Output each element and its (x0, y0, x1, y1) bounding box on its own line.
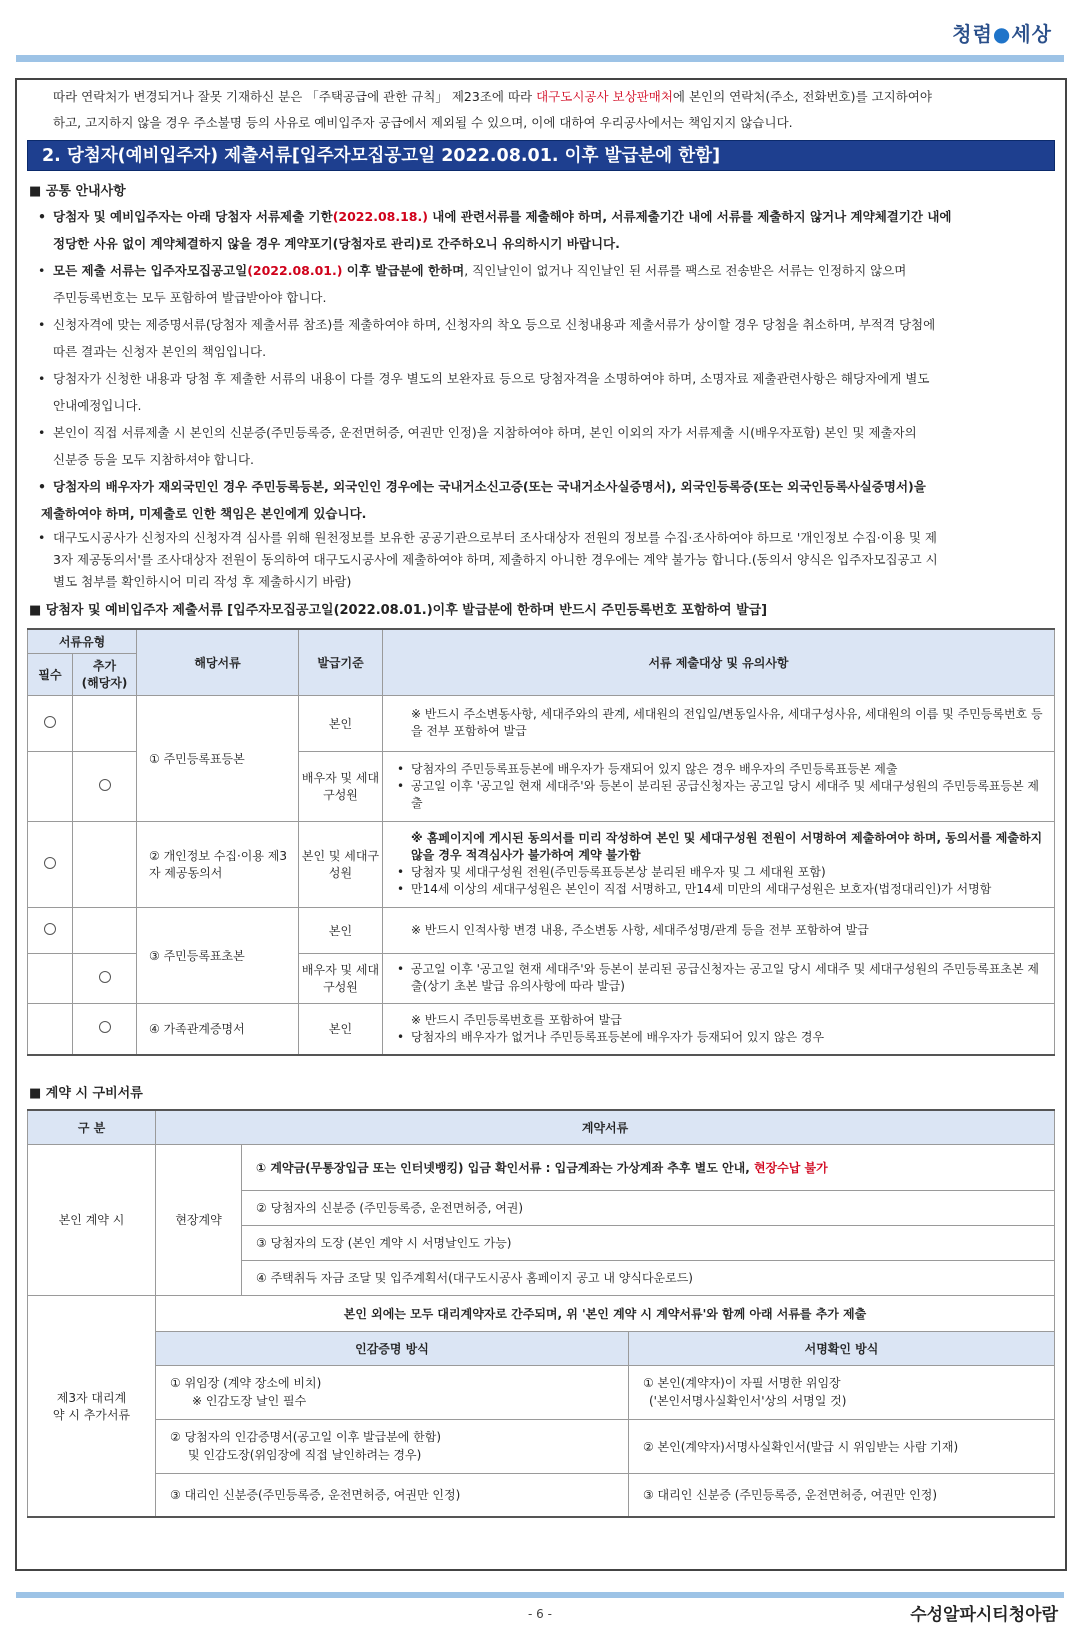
header-basis: 발급기준 (299, 629, 383, 695)
header-seal-method: 인감증명 방식 (156, 1331, 629, 1365)
table-row: ② 개인정보 수집·이용 제3자 제공동의서 본인 및 세대구성원 ※ 홈페이지에 게시된 동의서를 미리 작성하여 본인 및 세대구성원 전원이 서명하여 제출하여야 하며, 동의서를 제출하지 않을 경우 적격심사가 불가하여 계약 불가함 • 당첨자 및 세대구성원 전원(주민등록표등본상 분리된 배우자 및 그 세대원 포함) • 만14세 이상의 세대구성원은 본인이 직접 서명하고, 만14세 미만의 세대구성원은 보호자(법정대리인)가 서명함 (28, 821, 1055, 907)
onsite-label: 현장계약 (156, 1144, 242, 1295)
notice-bullet: • 신청자격에 맞는 제증명서류(당첨자 제출서류 참조)를 제출하여야 하며, 신청자의 착오 등으로 신청내용과 제출서류가 상이할 경우 당첨을 취소하며, 부적격 당첨에 (38, 317, 936, 332)
header-category: 구 분 (28, 1110, 156, 1144)
header-contract-docs: 계약서류 (156, 1110, 1055, 1144)
section-title: 2. 당첨자(예비입주자) 제출서류[입주자모집공고일 2022.08.01. 이후 발급분에 한함] (27, 140, 1055, 171)
circle-mark (99, 779, 111, 791)
table-row: 배우자 및 세대구성원 • 공고일 이후 '공고일 현재 세대주'와 등본이 분리된 공급신청자는 공고일 당시 세대주 및 세대구성원의 주민등록표초본 제출(상기 초본 발급 유의사항에 따라 발급) (28, 953, 1055, 1003)
table-row: ③ 대리인 신분증(주민등록증, 운전면허증, 여권만 인정) ③ 대리인 신분증 (주민등록증, 운전면허증, 여권만 인정) (28, 1473, 1055, 1517)
table-row: 배우자 및 세대구성원 • 당첨자의 주민등록표등본에 배우자가 등재되어 있지 않은 경우 배우자의 주민등록표등본 제출 • 공고일 이후 '공고일 현재 세대주'와 등본이 분리된 공급신청자는 공고일 당시 세대주 및 세대구성원의 주민등록표등본 제출 (28, 751, 1055, 821)
notice-bullet: • 대구도시공사가 신청자의 신청자격 심사를 위해 원천정보를 보유한 공공기관으로부터 조사대상자 전원의 정보를 수집·조사하여야 하므로 '개인정보 수집·이용 및 제 (38, 530, 937, 545)
logo-globe-icon: ● (992, 22, 1012, 46)
header-required: 필수 (28, 653, 73, 695)
header-doc: 해당서류 (137, 629, 299, 695)
notice-bullet: • 당첨자의 배우자가 재외국민인 경우 주민등록등본, 외국인인 경우에는 국내거소신고증(또는 국내거소사실증명서), 외국인등록증(또는 외국인등록사실증명서)을 (38, 479, 926, 494)
docs-heading: ■ 당첨자 및 예비입주자 제출서류 [입주자모집공고일(2022.08.01.)이후 발급분에 한하며 반드시 주민등록번호 포함하여 발급] (29, 603, 768, 618)
top-rule (16, 55, 1064, 62)
integrity-logo (952, 18, 1052, 47)
notice-bullet: • 당첨자 및 예비입주자는 아래 당첨자 서류제출 기한(2022.08.18.) 내에 관련서류를 제출해야 하며, 서류제출기간 내에 서류를 제출하지 않거나 계약체결기간 내에 (38, 209, 952, 224)
logo-text-b: 세상 (1011, 22, 1052, 46)
notice-bullet: • 본인이 직접 서류제출 시 본인의 신분증(주민등록증, 운전면허증, 여권만 인정)을 지참하여야 하며, 본인 이외의 자가 서류제출 시(배우자포함) 본인 및 제출자의 (38, 425, 917, 440)
header-doc-type: 서류유형 (28, 629, 137, 653)
circle-mark (44, 923, 56, 935)
self-contract-label: 본인 계약 시 (28, 1144, 156, 1295)
circle-mark (99, 971, 111, 983)
circle-mark (44, 857, 56, 869)
bottom-rule (16, 1592, 1064, 1598)
table-row: ② 당첨자의 인감증명서(공고일 이후 발급분에 한함) 및 인감도장(위임장에 직접 날인하려는 경우) ② 본인(계약자)서명사실확인서(발급 시 위임받는 사람 기재) (28, 1419, 1055, 1473)
table-row: ④ 주택취득 자금 조달 및 입주계획서(대구도시공사 홈페이지 공고 내 양식다운로드) (28, 1260, 1055, 1295)
table-row: ③ 당첨자의 도장 (본인 계약 시 서명날인도 가능) (28, 1225, 1055, 1260)
table-row: ② 당첨자의 신분증 (주민등록증, 운전면허증, 여권) (28, 1190, 1055, 1225)
doc-name: ③ 주민등록표초본 (137, 907, 299, 1003)
common-notice-heading: ■ 공통 안내사항 (29, 184, 126, 199)
table-row: ④ 가족관계증명서 본인 ※ 반드시 주민등록번호를 포함하여 발급 • 당첨자의 배우자가 없거나 주민등록표등본에 배우자가 등재되어 있지 않은 경우 (28, 1003, 1055, 1055)
doc-name: ② 개인정보 수집·이용 제3자 제공동의서 (137, 821, 299, 907)
doc-name: ④ 가족관계증명서 (137, 1003, 299, 1055)
contract-docs-table (27, 1109, 1055, 1518)
page-frame: 따라 연락처가 변경되거나 잘못 기재하신 분은 「주택공급에 관한 규칙」 제23조에 따라 대구도시공사 보상판매처에 본인의 연락처(주소, 전화번호)를 고지하여야 하고, 고지하지 않을 경우 주소불명 등의 사유로 예비입주자 공급에서 제외될 수 있으며, 이에 대하여 우리공사에서는 책임지지 않습니다. 2. 당첨자(예비입주자) 제출서류[입주자모집공고일 2022.08.01. 이후 발급분에 한함] ■ 공통 안내사항 • 당첨자 및 예비입주자는 아래 당첨자 서류제출 기한(2022.08.18.) 내에 관련서류를 제출해야 하며, 서류제출기간 내에 서류를 제출하지 않거나 계약체결기간 내에 정당한 사유 없이 계약체결하지 않을 경우 계약포기(당첨자로 관리)로 간주하오니 유의하시기 바랍니다. • 모든 제출 서류는 입주자모집공고일(2022.08.01.) 이후 발급분에 한하며, 직인날인이 없거나 직인날인 된 서류를 팩스로 전송받은 서류는 인정하지 않으며 주민등록번호는 모두 포함하여 발급받아야 합니다. • 신청자격에 맞는 제증명서류(당첨자 제출서류 참조)를 제출하여야 하며, 신청자의 착오 등으로 신청내용과 제출서류가 상이할 경우 당첨을 취소하며, 부적격 당첨에 따른 결과는 신청자 본인의 책임입니다. • 당첨자가 신청한 내용과 당첨 후 제출한 서류의 내용이 다를 경우 별도의 보완자료 등으로 당첨자격을 소명하여야 하며, 소명자료 제출관련사항은 해당자에게 별도 안내예정입니다. • 본인이 직접 서류제출 시 본인의 신분증(주민등록증, 운전면허증, 여권만 인정)을 지참하여야 하며, 본인 이외의 자가 서류제출 시(배우자포함) 본인 및 제출자의 신분증 등을 모두 지참하셔야 합니다. • 당첨자의 배우자가 재외국민인 경우 주민등록등본, 외국인인 경우에는 국내거소신고증(또는 국내거소사실증명서), 외국인등록증(또는 외국인등록사실증명서)을 제출하여야 하며, 미제출로 인한 책임은 본인에게 있습니다. • 대구도시공사가 신청자의 신청자격 심사를 위해 원천정보를 보유한 공공기관으로부터 조사대상자 전원의 정보를 수집·조사하여야 하므로 '개인정보 수집·이용 및 제 3자 제공동의서'를 조사대상자 전원이 동의하여 대구도시공사에 제출하여야 하며, 제출하지 아니한 경우에는 계약 불가능 합니다.(동의서 양식은 입주자모집공고 시 별도 첨부를 확인하시어 미리 작성 후 제출하시기 바람) ■ 당첨자 및 예비입주자 제출서류 [입주자모집공고일(2022.08.01.)이후 발급분에 한하며 반드시 주민등록번호 포함하여 발급] 서류유형 해당서류 발급기준 서류 제출대상 및 유의사항 필수 추가 (해당자) ① 주민등록표등본 본인 ※ 반드시 주소변동사항, 세대주와의 관계, 세대원의 전입일/변동일사유, 세대구성사유, 세대원의 이름 및 주민등록번호 등을 전부 포함하여 발급 배우자 및 세대구성원 • 당첨자의 주민등록표등본에 배우자가 등재되어 있지 않은 경우 배우자의 주민등록표등본 제출 • 공고일 이후 '공고일 현재 세대주'와 등본이 분리된 공급신청자는 공고일 당시 세대주 및 세대구성원의 주민등록표등본 제출 ② 개인정보 수집·이용 제3자 제공동의서 본인 및 세대구성원 ※ 홈페이지에 게시된 동의서를 미리 작성하여 본인 및 세대구성원 전원이 서명하여 제출하여야 하며, 동의서를 제출하지 않을 경우 적격심사가 불가하여 계약 불가함 • 당첨자 및 세대구성원 전원(주민등록표등본상 분리된 배우자 및 그 세대원 포함) • 만14세 이상의 세대구성원은 본인이 직접 서명하고, 만14세 미만의 세대구성원은 보호자(법정대리인)가 서명함 ③ 주민등록표초본 본인 ※ 반드시 인적사항 변경 내용, 주소변동 사항, 세대주성명/관계 등을 전부 포함하여 발급 배우자 및 세대구성원 • 공고일 이후 '공고일 현재 세대주'와 등본이 분리된 공급신청자는 공고일 당시 세대주 및 세대구성원의 주민등록표초본 제출(상기 초본 발급 유의사항에 따라 발급) ④ 가족관계증명서 본인 ※ 반드시 주민등록번호를 포함하여 발급 • 당첨자의 배우자가 없거나 주민등록표등본에 배우자가 등재되어 있지 않은 경우 ■ 계약 시 구비서류 구 분 계약서류 본인 계약 시 현장계약 ① 계약금(무통장입금 또는 인터넷뱅킹) 입금 확인서류 : 입금계좌는 가상계좌 추후 별도 안내, 현장수납 불가 ② 당첨자의 신분증 (주민등록증, 운전면허증, 여권) ③ 당첨자의 도장 (본인 계약 시 서명날인도 가능) ④ 주택취득 자금 조달 및 입주계획서(대구도시공사 홈페이지 공고 내 양식다운로드) 제3자 대리계약 시 추가서류 본인 외에는 모두 대리계약자로 간주되며, 위 '본인 계약 시 계약서류'와 함께 아래 서류를 추가 제출 인감증명 방식 서명확인 방식 ① 위임장 (계약 장소에 비치) ※ 인감도장 날인 필수 ① 본인(계약자)이 자필 서명한 위임장 ('본인서명사실확인서'상의 서명일 것) ② 당첨자의 인감증명서(공고일 이후 발급분에 한함) 및 인감도장(위임장에 직접 날인하려는 경우) ② 본인(계약자)서명사실확인서(발급 시 위임받는 사람 기재) ③ 대리인 신분증(주민등록증, 운전면허증, 여권만 인정) ③ 대리인 신분증 (주민등록증, 운전면허증, 여권만 인정) (15, 78, 1067, 1571)
circle-mark (99, 1021, 111, 1033)
header-sign-method: 서명확인 방식 (628, 1331, 1054, 1365)
header-additional: 추가 (해당자) (73, 653, 137, 695)
page-number: - 6 - (528, 1607, 552, 1621)
table-row: ① 위임장 (계약 장소에 비치) ※ 인감도장 날인 필수 ① 본인(계약자)이 자필 서명한 위임장 ('본인서명사실확인서'상의 서명일 것) (28, 1365, 1055, 1419)
header-notes: 서류 제출대상 및 유의사항 (383, 629, 1055, 695)
footer-brand: 수성알파시티청아람 (910, 1605, 1058, 1625)
table-row: 본인 계약 시 현장계약 ① 계약금(무통장입금 또는 인터넷뱅킹) 입금 확인서류 : 입금계좌는 가상계좌 추후 별도 안내, 현장수납 불가 (28, 1144, 1055, 1190)
notice-bullet: • 당첨자가 신청한 내용과 당첨 후 제출한 서류의 내용이 다를 경우 별도의 보완자료 등으로 당첨자격을 소명하여야 하며, 소명자료 제출관련사항은 해당자에게 별도 (38, 371, 930, 386)
logo-text-a: 청렴 (952, 22, 993, 46)
submission-docs-table (27, 628, 1055, 1056)
table-row: ① 주민등록표등본 본인 ※ 반드시 주소변동사항, 세대주와의 관계, 세대원의 전입일/변동일사유, 세대구성사유, 세대원의 이름 및 주민등록번호 등을 전부 포함하여 발급 (28, 695, 1055, 751)
table-row: 제3자 대리계약 시 추가서류 본인 외에는 모두 대리계약자로 간주되며, 위 '본인 계약 시 계약서류'와 함께 아래 서류를 추가 제출 (28, 1295, 1055, 1331)
doc-name: ① 주민등록표등본 (137, 695, 299, 821)
intro-text: 따라 연락처가 변경되거나 잘못 기재하신 분은 「주택공급에 관한 규칙」 제23조에 따라 대구도시공사 보상판매처에 본인의 연락처(주소, 전화번호)를 고지하여야 하고, 고지하지 않을 경우 주소불명 등의 사유로 예비입주자 공급에서 제외될 수 있으며, 이에 대하여 우리공사에서는 책임지지 않습니다. (53, 89, 932, 130)
notice-bullet: • 모든 제출 서류는 입주자모집공고일(2022.08.01.) 이후 발급분에 한하며, 직인날인이 없거나 직인날인 된 서류를 팩스로 전송받은 서류는 인정하지 않으며 (38, 263, 907, 278)
contract-docs-heading: ■ 계약 시 구비서류 (29, 1086, 143, 1101)
table-row: ③ 주민등록표초본 본인 ※ 반드시 인적사항 변경 내용, 주소변동 사항, 세대주성명/관계 등을 전부 포함하여 발급 (28, 907, 1055, 953)
proxy-label: 제3자 대리계약 시 추가서류 (28, 1295, 156, 1517)
circle-mark (44, 716, 56, 728)
